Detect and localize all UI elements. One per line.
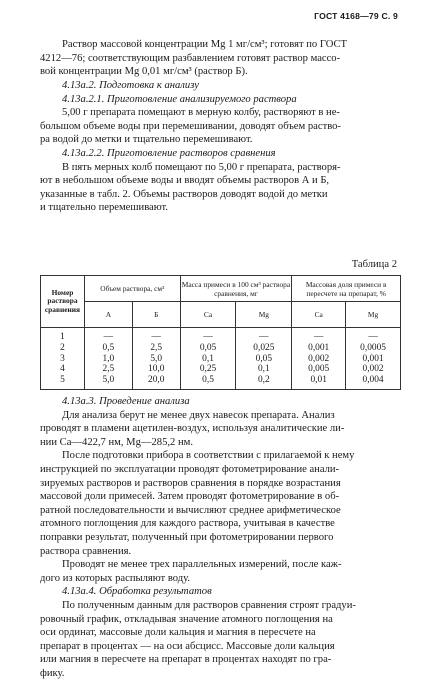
- text-line: большом объеме воды при перемешивании, доводят объем раство-: [40, 120, 341, 132]
- subheader-mg: Mg: [236, 302, 292, 328]
- text-line: ра водой до метки и тщательно перемешивают.: [40, 134, 253, 146]
- section-heading: 4.13а.4. Обработка результатов: [62, 586, 212, 598]
- text-line: Проводят не менее трех параллельных измерений, после каж-: [62, 559, 342, 571]
- text-line: поправки результат, полученный при фотометрировании первого: [40, 531, 334, 543]
- subheader-b: Б: [132, 302, 180, 328]
- cell-volume-a: — 0,5 1,0 2,5 5,0: [84, 328, 132, 390]
- text-line: указанные в табл. 2. Объемы растворов доводят водой до метки: [40, 188, 328, 200]
- text-line: фику.: [40, 667, 65, 679]
- data-table: [40, 275, 401, 390]
- subheader-ca-frac: Ca: [292, 302, 346, 328]
- text-line: В пять мерных колб помещают по 5,00 г препарата, растворя-: [62, 161, 341, 173]
- text-line: атомного поглощения для каждого раствора, учитывая в качестве: [40, 518, 335, 530]
- cell-mass-mg: — 0,025 0,05 0,1 0,2: [236, 328, 292, 390]
- section-analysis: [40, 395, 395, 680]
- text-line: препарат в процентах — на оси абсцисс. Массовые доли кальция: [40, 640, 335, 652]
- text-line: Раствор массовой концентрации Mg 1 мг/см³; готовят по ГОСТ: [62, 39, 348, 50]
- cell-frac-ca: — 0,001 0,002 0,005 0,01: [292, 328, 346, 390]
- section-heading: 4.13а.2.1. Приготовление анализируемого раствора: [62, 93, 297, 105]
- text-line: или магния в пересчете на препарат в процентах находят по гра-: [40, 654, 332, 666]
- header-row-number: Номер раствора сравнения: [41, 276, 85, 328]
- text-line: нии Ca—422,7 нм, Mg—285,2 нм.: [40, 436, 193, 448]
- text-line: ют в небольшом объеме воды и вводят объемы растворов А и Б,: [40, 175, 330, 187]
- subheader-a: А: [84, 302, 132, 328]
- section-preparation: [40, 79, 395, 215]
- text-line: проводят в пламени ацетилен-воздух, используя аналитические ли-: [40, 423, 345, 435]
- text-line: вой концентрации Mg 0,01 мг/см³ (раствор Б).: [40, 66, 248, 78]
- text-line: ровочный график, откладывая значение атомного поглощения на: [40, 613, 333, 625]
- cell-number: 1 2 3 4 5: [41, 328, 85, 390]
- intro-paragraph: [40, 38, 395, 79]
- text-line: дого из которых распыляют воду.: [40, 572, 191, 584]
- subheader-ca: Ca: [180, 302, 236, 328]
- table-caption: Таблица 2: [351, 259, 397, 270]
- text-line: По полученным данным для растворов сравнения строят градуи-: [62, 599, 356, 611]
- header-mass: Масса примеси в 100 см³ раствора сравнения, мг: [180, 276, 292, 302]
- text-line: массовой доли примесей. Затем проводят фотометрирование в об-: [40, 491, 340, 503]
- text-line: инструкцией по эксплуатации проводят фотометрирование анали-: [40, 463, 340, 475]
- text-line: зируемых растворов и растворов сравнения в порядке возрастания: [40, 477, 341, 489]
- cell-volume-b: — 2,5 5,0 10,0 20,0: [132, 328, 180, 390]
- cell-frac-mg: — 0,0005 0,001 0,002 0,004: [346, 328, 401, 390]
- section-heading: 4.13а.2.2. Приготовление растворов сравнения: [62, 147, 276, 159]
- section-heading: 4.13а.3. Проведение анализа: [62, 396, 190, 407]
- header-fraction: Массовая доля примеси в пересчете на препарат, %: [292, 276, 401, 302]
- text-line: ратной последовательности и вычисляют среднее арифметическое: [40, 504, 341, 516]
- text-line: После подготовки прибора в соответствии с прилагаемой к нему: [62, 450, 355, 462]
- text-line: 4212—76; соответствующим разбавлением готовят раствор массо-: [40, 52, 341, 64]
- text-line: и тщательно перемешивают.: [40, 202, 169, 214]
- header-volume: Объем раствора, см³: [84, 276, 180, 302]
- cell-mass-ca: — 0,05 0,1 0,25 0,5: [180, 328, 236, 390]
- subheader-mg-frac: Mg: [346, 302, 401, 328]
- text-line: раствора сравнения.: [40, 545, 132, 557]
- text-line: 5,00 г препарата помещают в мерную колбу, растворяют в не-: [62, 107, 340, 119]
- text-line: оси ординат, массовые доли кальция и магния в пересчете на: [40, 627, 316, 639]
- page-header: ГОСТ 4168—79 С. 9: [314, 11, 398, 21]
- text-line: Для анализа берут не менее двух навесок препарата. Анализ: [62, 409, 335, 421]
- section-heading: 4.13а.2. Подготовка к анализу: [62, 80, 199, 91]
- table-row: [41, 328, 401, 390]
